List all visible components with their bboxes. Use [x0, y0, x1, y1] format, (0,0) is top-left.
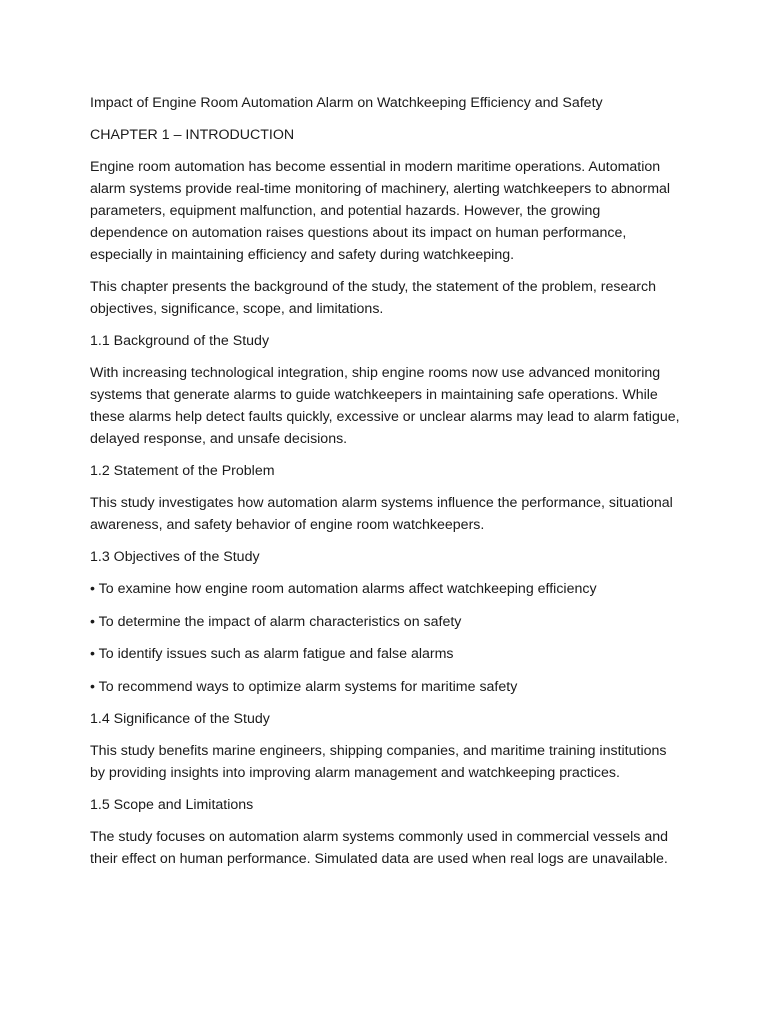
section-heading-significance: 1.4 Significance of the Study [90, 711, 270, 727]
objective-item: • To determine the impact of alarm characteristics on safety [90, 613, 462, 630]
objective-item: • To identify issues such as alarm fatigue and false alarms [90, 646, 454, 662]
section-heading-problem: 1.2 Statement of the Problem [90, 463, 275, 479]
chapter-overview-paragraph: This chapter presents the background of the study, the statement of the problem, research objectives, significance, scope, and limitations. [90, 279, 656, 317]
section-body-background: With increasing technological integration, ship engine rooms now use advanced monitoring systems that generate alarms to guide watchkeepers in maintaining safe operations. While these alarms help detect faults quickly, excessive or unclear alarms may lead to alarm fatigue, delayed response, and unsafe decisions. [90, 365, 680, 447]
section-heading-scope: 1.5 Scope and Limitations [90, 797, 254, 813]
objective-item: • To recommend ways to optimize alarm systems for maritime safety [90, 678, 518, 695]
section-body-significance: This study benefits marine engineers, shipping companies, and maritime training institutions by providing insights into improving alarm management and watchkeeping practices. [90, 743, 667, 781]
section-body-scope: The study focuses on automation alarm systems commonly used in commercial vessels and their effect on human performance. Simulated data are used when real logs are unavailable. [90, 829, 668, 867]
intro-paragraph: Engine room automation has become essential in modern maritime operations. Automation alarm systems provide real-time monitoring of machinery, alerting watchkeepers to abnormal parameters, equipment malfunction, and potential hazards. However, the growing dependence on automation raises questions about its impact on human performance, especially in maintaining efficiency and safety during watchkeeping. [90, 159, 671, 263]
objective-item: • To examine how engine room automation alarms affect watchkeeping efficiency [90, 581, 597, 597]
document-page [90, 92, 680, 880]
section-heading-objectives: 1.3 Objectives of the Study [90, 549, 260, 565]
document-title: Impact of Engine Room Automation Alarm on Watchkeeping Efficiency and Safety [90, 95, 603, 111]
section-body-problem: This study investigates how automation alarm systems influence the performance, situational awareness, and safety behavior of engine room watchkeepers. [90, 495, 673, 533]
section-heading-background: 1.1 Background of the Study [90, 333, 270, 349]
chapter-heading: CHAPTER 1 – INTRODUCTION [90, 127, 295, 143]
